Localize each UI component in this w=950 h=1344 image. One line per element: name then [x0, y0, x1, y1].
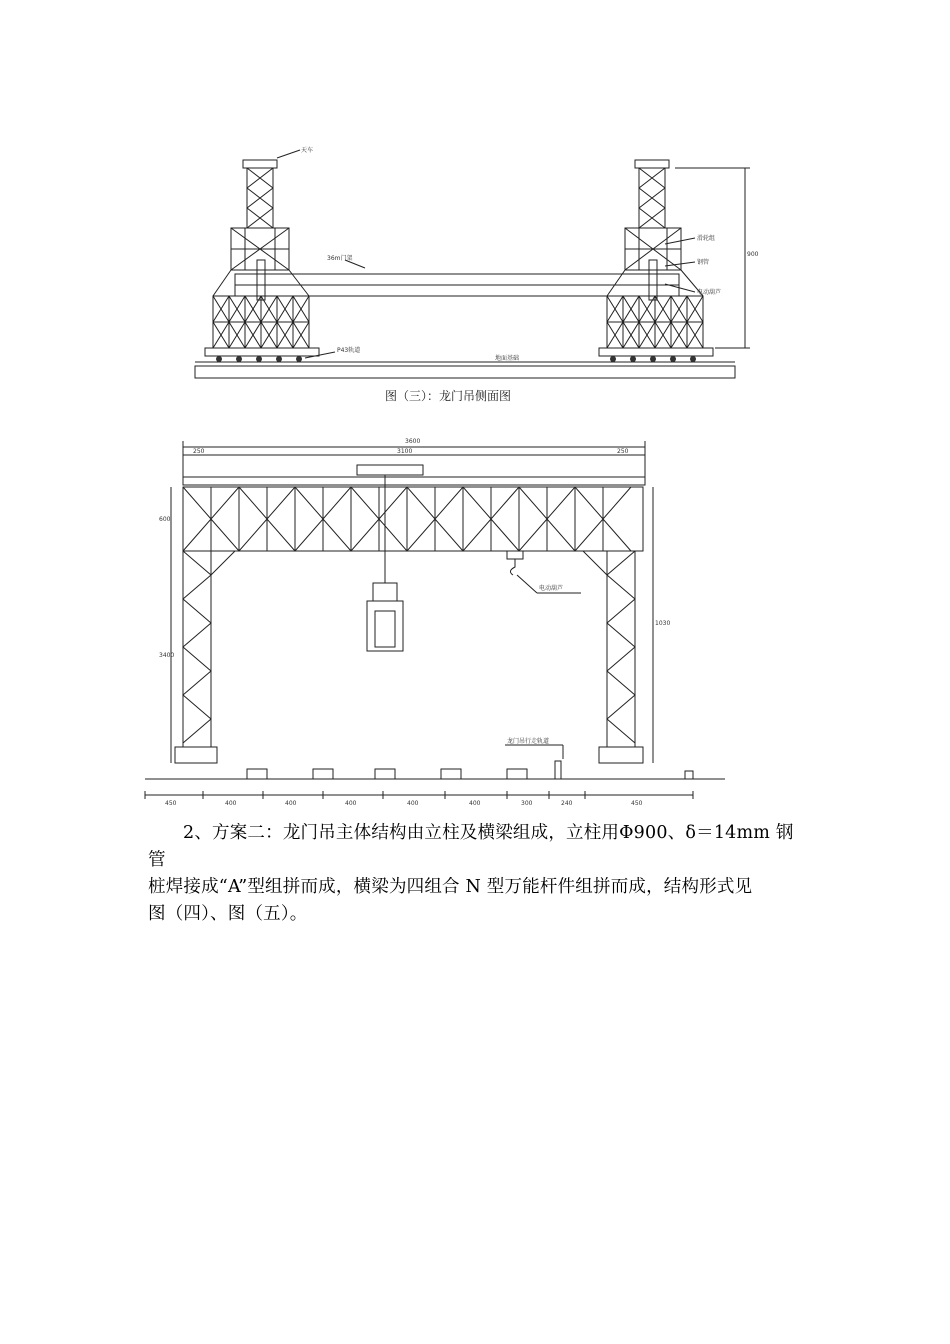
dim-left-top: 250	[193, 448, 205, 455]
figure-3-gantry-side-view	[195, 147, 759, 410]
bottom-dim: 400	[225, 800, 237, 807]
dim-left-lower: 3400	[159, 652, 175, 659]
label-track: 龙门吊行走轨道	[507, 738, 550, 745]
label-right-1: 滑轮组	[697, 235, 716, 242]
bottom-dim: 450	[631, 800, 643, 807]
paragraph-line-1: 2、方案二：龙门吊主体结构由立柱及横梁组成，立柱用Φ900、δ＝14mm 钢管	[148, 823, 794, 870]
label-hoist: 电动葫芦	[539, 585, 564, 592]
label-right-3: 电动葫芦	[697, 289, 722, 296]
dim-mid-top: 3100	[397, 448, 413, 455]
dim-right-height: 1030	[655, 620, 671, 627]
label-beam: 36m门架	[327, 255, 353, 262]
figure-3-caption: 图（三）：龙门吊侧面图	[385, 389, 512, 403]
dim-left-height: 600	[159, 516, 171, 523]
label-top-left: 天车	[301, 147, 314, 154]
dim-total: 3600	[405, 438, 421, 445]
bottom-dim: 400	[285, 800, 297, 807]
label-rail: P43轨道	[337, 347, 361, 354]
bottom-dim: 400	[469, 800, 481, 807]
bottom-dim: 400	[345, 800, 357, 807]
dim-right-top: 250	[617, 448, 629, 455]
bottom-dim: 400	[407, 800, 419, 807]
figure-3-drawing	[195, 147, 759, 410]
bottom-dim: 300	[521, 800, 533, 807]
dim-right: 900	[747, 251, 759, 258]
bottom-dim: 450	[165, 800, 177, 807]
paragraph-line-2: 桩焊接成“A”型组拼而成，横梁为四组合 N 型万能杆件组拼而成，结构形式见	[148, 877, 753, 897]
figure-4-gantry-front-view	[145, 425, 725, 805]
label-right-2: 钢管	[697, 259, 710, 266]
figure-4-drawing	[145, 425, 725, 805]
body-paragraph	[148, 820, 808, 928]
paragraph-line-3: 图（四）、图（五）。	[148, 904, 308, 924]
bottom-dim: 240	[561, 800, 573, 807]
label-ground: 地面基础	[495, 355, 520, 362]
